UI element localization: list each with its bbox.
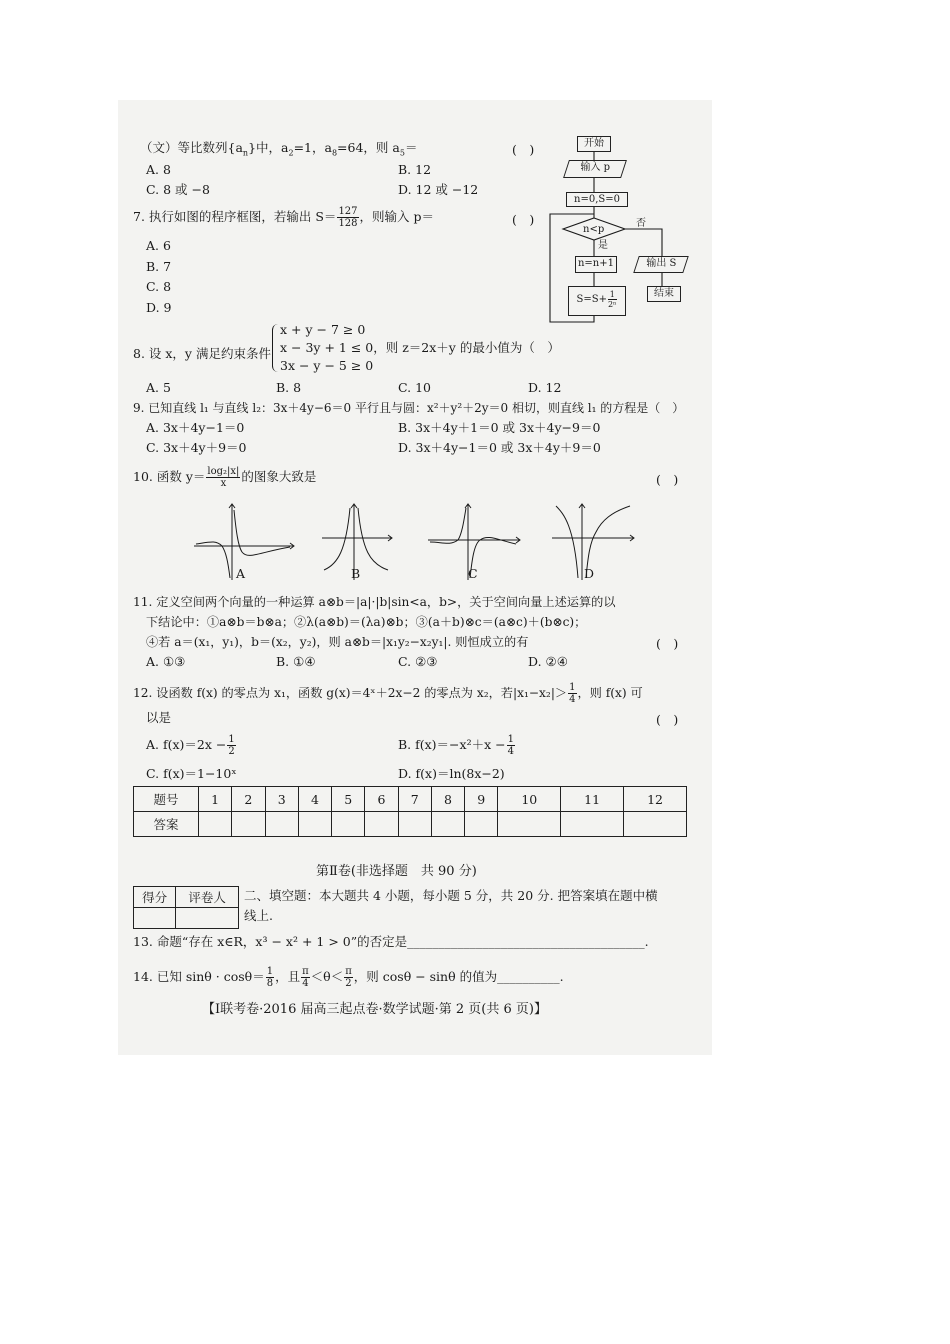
table-row [134,887,239,908]
q10-fraction: $\frac{\text{log₂|x|}}{x}$ [207,466,240,489]
q11-answer-paren: ( ) [656,636,679,651]
q7-option-a: A. 6 [146,238,171,253]
answer-cell[interactable] [232,812,265,837]
q7-fraction: $\frac{127}{128}$ [338,206,358,229]
q7-stem: 7. 执行如图的程序框图，若输出 S＝ $\frac{127}{128}$ ，则输入 p＝ [133,206,435,229]
question-number-cell: 9 [465,787,498,812]
answer-cell[interactable] [298,812,331,837]
q9-option-d: D. 3x＋4y−1＝0 或 3x＋4y＋9＝0 [398,440,601,455]
question-number-cell: 11 [561,787,624,812]
score-label: 得分 [134,887,176,908]
q7-answer-paren: ( ) [512,212,535,227]
table-row [134,908,239,929]
answer-cell[interactable] [365,812,398,837]
q12-line-2: 以是 [146,710,172,725]
answer-cell[interactable] [199,812,232,837]
q12-line-1: 12. 设函数 f(x) 的零点为 x₁，函数 g(x)＝4ˣ＋2x−2 的零点为 x₂，若|x₁−x₂|＞ $\frac{1}{4}$ ，则 f(x) 可 [133,682,643,705]
q9-option-b: B. 3x＋4y＋1＝0 或 3x＋4y−9＝0 [398,420,601,435]
page-footer: 【Ⅰ联考卷·2016 届高三起点卷·数学试题·第 2 页(共 6 页)】 [202,1002,547,1017]
q9-option-a: A. 3x＋4y−1＝0 [146,420,245,435]
q11-option-c: C. ②③ [398,654,438,669]
question-number-cell: 7 [398,787,431,812]
answer-cell[interactable] [398,812,431,837]
q14-text: 14. 已知 sinθ · cosθ＝ $\frac{1}{8}$ ，且 $\frac{\pi}{4}$ ＜θ＜ $\frac{\pi}{2}$ ，则 cosθ − sinθ 的值为__________. [133,966,564,989]
table-row [134,812,687,837]
q10-label-b: B [351,566,361,581]
q10-label-d: D [584,566,595,581]
q9-option-c: C. 3x＋4y＋9＝0 [146,440,247,455]
q6-stem: （文）等比数列$\{a_n\}$中，$a_2=1$，$a_8=64$，则 $a_5=$ [140,140,418,158]
q7-option-d: D. 9 [146,300,172,315]
q7-option-c: C. 8 [146,279,172,294]
q6-option-d: D. 12 或 −12 [398,182,479,197]
q10-answer-paren: ( ) [656,472,679,487]
q12-answer-paren: ( ) [656,712,679,727]
question-number-cell: 5 [332,787,365,812]
q10-label-c: C [468,566,478,581]
flowchart-end: 结束 [647,286,681,302]
question-number-cell: 6 [365,787,398,812]
q12-option-c: C. f(x)＝1−10ˣ [146,766,237,781]
question-number-cell: 10 [498,787,561,812]
question-number-cell: 12 [624,787,687,812]
q6-option-c: C. 8 或 −8 [146,182,210,197]
question-number-cell: 8 [431,787,464,812]
table-head-answer: 答案 [134,812,199,837]
answer-cell[interactable] [265,812,298,837]
flowchart-increment: n=n+1 [575,256,617,273]
answer-cell[interactable] [332,812,365,837]
flowchart-lines [540,130,720,330]
q13-answer-blank[interactable]: ______________________________________. [407,934,649,949]
q11-line-3: ④若 a＝(x₁，y₁)，b＝(x₂，y₂)，则 a⊗b＝|x₁y₂−x₂y₁|. 则恒成立的有 [146,635,529,649]
q10-label-a: A [236,566,246,581]
section-2-title: 第Ⅱ卷(非选择题 共 90 分) [316,864,477,879]
q11-line-1: 11. 定义空间两个向量的一种运算 a⊗b＝|a|·|b|sin<a，b>，关于空间向量上述运算的以 [133,595,616,609]
section-2-instruction-2: 线上. [244,908,273,923]
q8-option-d: D. 12 [528,380,562,395]
q8-stem: 8. 设 x，y 满足约束条件 [133,346,271,361]
flowchart-condition: n<p [583,224,605,235]
q6-answer-paren: ( ) [512,142,535,157]
q6-option-b: B. 12 [398,162,432,177]
answer-cell[interactable] [561,812,624,837]
q8-option-b: B. 8 [276,380,302,395]
flowchart-no: 否 [636,218,646,229]
flowchart-output: 输出 S [633,256,689,273]
flowchart-start: 开始 [577,136,611,152]
flowchart-input: 输入 p [563,160,627,178]
flowchart-sum: S=S+ $\frac{1}{\text{2ⁿ}}$ [568,286,626,316]
q8-brace [272,324,279,372]
section-2-instruction-1: 二、填空题：本大题共 4 小题，每小题 5 分，共 20 分. 把答案填在题中横 [244,888,658,903]
table-row [134,787,687,812]
q13-text: 13. 命题“存在 x∈R，x³ − x² + 1 > 0”的否定是______________________________________. [133,934,649,949]
answer-table [133,786,687,837]
q12-option-a: A. f(x)＝2x − $\frac{1}{2}$ [146,734,235,757]
answer-cell[interactable] [465,812,498,837]
q12-option-b: B. f(x)＝−x²＋x − $\frac{1}{4}$ [398,734,514,757]
q10-stem: 10. 函数 y＝ $\frac{\text{log₂|x|}}{x}$ 的图象大致是 [133,466,317,489]
flowchart-yes: 是 [598,240,608,251]
score-table [133,886,239,929]
q7-option-b: B. 7 [146,259,172,274]
q11-option-b: B. ①④ [276,654,316,669]
q11-option-d: D. ②④ [528,654,568,669]
q9-stem: 9. 已知直线 l₁ 与直线 l₂：3x＋4y−6＝0 平行且与圆：x²＋y²＋2y＝0 相切，则直线 l₁ 的方程是（ ） [133,401,685,415]
grader-cell[interactable] [176,908,239,929]
q8-constraint-3: 3x − y − 5 ≥ 0 [280,358,374,373]
q12-option-d: D. f(x)＝ln(8x−2) [398,766,505,781]
answer-cell[interactable] [498,812,561,837]
question-number-cell: 3 [265,787,298,812]
q6-option-a: A. 8 [146,162,171,177]
grader-label: 评卷人 [176,887,239,908]
answer-cell[interactable] [624,812,687,837]
question-number-cell: 2 [232,787,265,812]
flowchart-init: n=0,S=0 [566,192,628,207]
q8-constraint-2: x − 3y + 1 ≤ 0，则 z＝2x＋y 的最小值为（ ） [280,340,560,355]
q11-option-a: A. ①③ [146,654,186,669]
q11-line-2: 下结论中：①a⊗b＝b⊗a；②λ(a⊗b)＝(λa)⊗b；③(a＋b)⊗c＝(a⊗c)＋(b⊗c)； [146,615,587,629]
question-number-cell: 4 [298,787,331,812]
q8-option-c: C. 10 [398,380,431,395]
table-head-number: 题号 [134,787,199,812]
question-number-cell: 1 [199,787,232,812]
q8-option-a: A. 5 [146,380,171,395]
q8-constraint-1: x + y − 7 ≥ 0 [280,322,366,337]
score-cell[interactable] [134,908,176,929]
answer-cell[interactable] [431,812,464,837]
